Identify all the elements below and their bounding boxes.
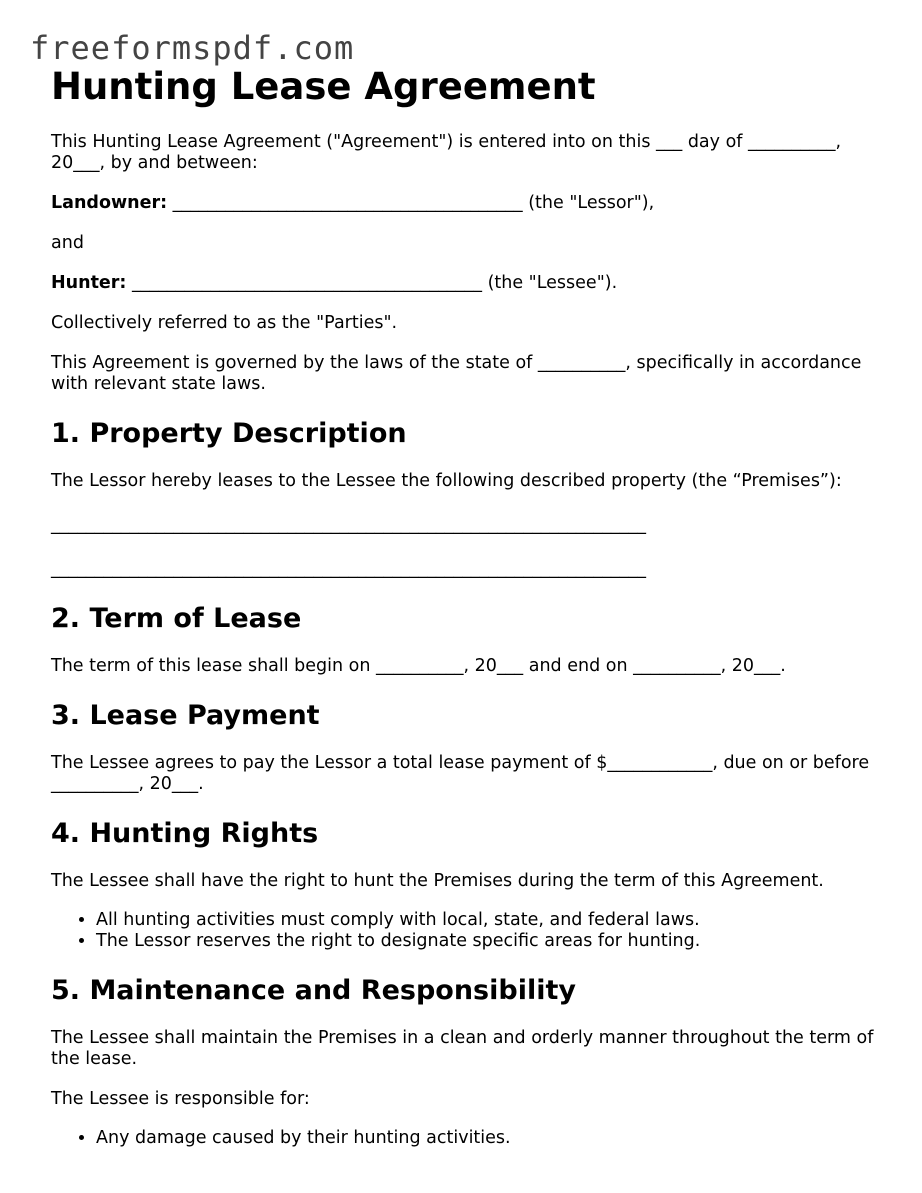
list-item: • Any damage caused by their hunting activities. xyxy=(96,1128,881,1149)
governing-law-text: This Agreement is governed by the laws of the state of __________, specifically in accordance with relevant state laws. xyxy=(51,353,862,394)
watermark: freeformspdf.com xyxy=(30,29,355,67)
payment-text: The Lessee agrees to pay the Lessor a total lease payment of $____________, due on or before __________, 20___. xyxy=(51,753,870,794)
landowner-blank: ________________________________________ (the "Lessor"), xyxy=(167,193,655,213)
parties-text: Collectively referred to as the "Parties". xyxy=(51,313,398,333)
hunter-line xyxy=(51,273,881,294)
responsible-intro: The Lessee is responsible for: xyxy=(51,1089,310,1109)
term-text: The term of this lease shall begin on __________, 20___ and end on __________, 20___. xyxy=(51,656,786,676)
page-title: Hunting Lease Agreement xyxy=(51,65,596,108)
landowner-line xyxy=(51,193,881,214)
document-page xyxy=(51,62,881,1149)
property-blank-line-1: ____________________________________________________________________ xyxy=(51,515,646,535)
and-text: and xyxy=(51,233,84,253)
intro-paragraph: This Hunting Lease Agreement ("Agreement") is entered into on this ___ day of __________, 20___, by and between: xyxy=(51,132,842,173)
maintenance-text: The Lessee shall maintain the Premises in a clean and orderly manner throughout the term of the lease. xyxy=(51,1028,874,1069)
rights-list xyxy=(51,910,881,952)
landowner-label: Landowner: xyxy=(51,193,168,213)
section-heading-payment: 3. Lease Payment xyxy=(51,700,320,731)
property-text: The Lessor hereby leases to the Lessee the following described property (the “Premises”): xyxy=(51,471,842,491)
list-item: • The Lessor reserves the right to designate specific areas for hunting. xyxy=(96,931,881,952)
hunter-blank: ________________________________________ (the "Lessee"). xyxy=(126,273,618,293)
rights-text: The Lessee shall have the right to hunt the Premises during the term of this Agreement. xyxy=(51,871,824,891)
responsibility-list xyxy=(51,1128,881,1149)
section-heading-property: 1. Property Description xyxy=(51,418,407,449)
section-heading-maintenance: 5. Maintenance and Responsibility xyxy=(51,975,576,1006)
section-heading-term: 2. Term of Lease xyxy=(51,603,302,634)
section-heading-rights: 4. Hunting Rights xyxy=(51,818,319,849)
list-item: • All hunting activities must comply with local, state, and federal laws. xyxy=(96,910,881,931)
property-blank-line-2: ____________________________________________________________________ xyxy=(51,559,646,579)
hunter-label: Hunter: xyxy=(51,273,127,293)
